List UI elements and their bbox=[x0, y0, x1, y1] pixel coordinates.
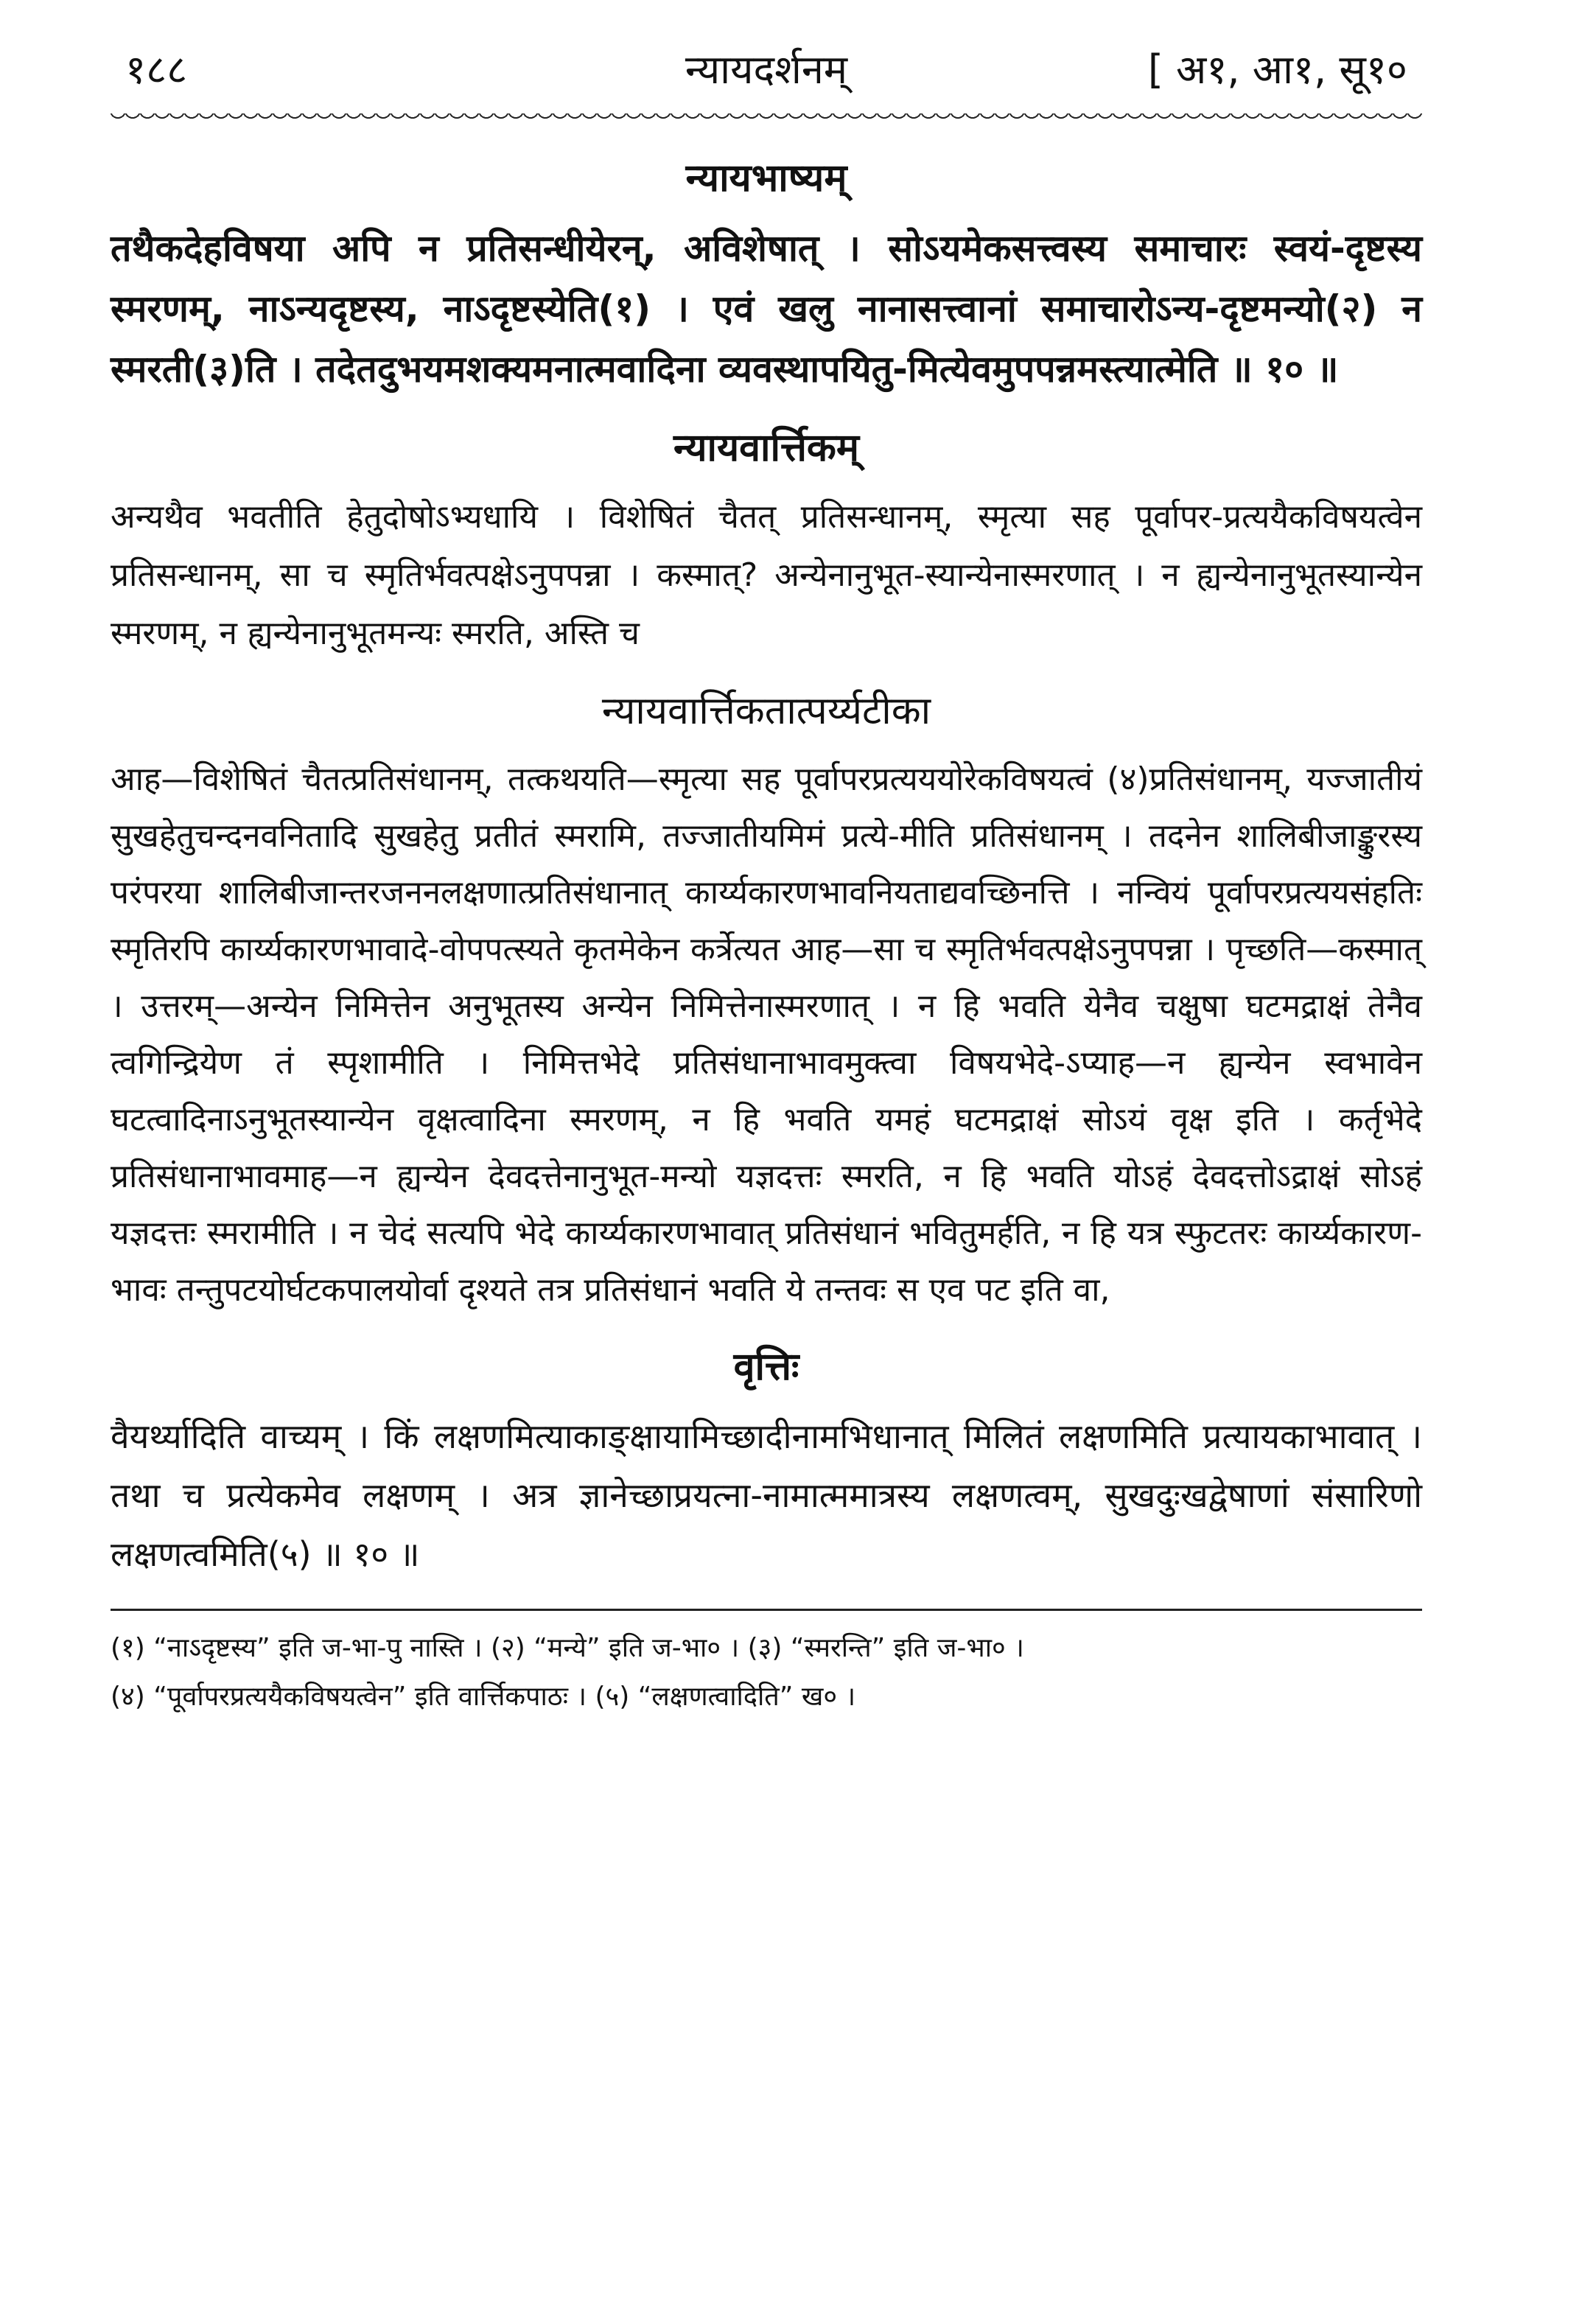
page-header bbox=[111, 29, 1422, 111]
section-heading: न्यायभाष्यम् bbox=[685, 156, 847, 200]
section-text: वैयर्थ्यादिति वाच्यम् । किं लक्षणमित्याकाङ्क्षायामिच्छादीनामभिधानात् मिलितं लक्षणमिति प्रत्यायकाभावात् । तथा च प्रत्येकमेव लक्षणम् । अत्र ज्ञानेच्छाप्रयत्ना-नामात्ममात्रस्य लक्षणत्वम्, सुखदुःखद्वेषाणां संसारिणो लक्षणत्वमिति(५) ॥ १० ॥ bbox=[111, 1416, 1422, 1574]
section-heading: न्यायवार्त्तिकम् bbox=[673, 426, 859, 470]
section-text: अन्यथैव भवतीति हेतुदोषोऽभ्यधायि । विशेषितं चैतत् प्रतिसन्धानम्, स्मृत्या सह पूर्वापर-प्रत्ययैकविषयत्वेन प्रतिसन्धानम्, सा च स्मृतिर्भवत्पक्षेऽनुपपन्ना । कस्मात्? अन्येनानुभूत-स्यान्येनास्मरणात् । न ह्यन्येनानुभूतस्यान्येन स्मरणम्, न ह्यन्येनानुभूतमन्यः स्मरति, अस्ति च bbox=[111, 498, 1422, 652]
book-page bbox=[111, 29, 1422, 2284]
section-heading: वृत्तिः bbox=[733, 1345, 799, 1389]
section-nyaya-vartika bbox=[111, 414, 1422, 662]
footnotes bbox=[111, 1624, 1422, 1721]
running-title: न्यायदर्शनम् bbox=[685, 46, 848, 93]
section-text: तथैकदेहविषया अपि न प्रतिसन्धीयेरन्, अविशेषात् । सोऽयमेकसत्त्वस्य समाचारः स्वयं-दृष्टस्य स्मरणम्, नाऽन्यदृष्टस्य, नाऽदृष्टस्येति(१) । एवं खलु नानासत्त्वानां समाचारोऽन्य-दृष्टमन्यो(२) न स्मरती(३)ति । तदेतदुभयमशक्यमनात्मवादिना व्यवस्थापयितु-मित्येवमुपपन्नमस्त्यात्मेति ॥ १० ॥ bbox=[111, 227, 1422, 391]
section-tatparya-tika bbox=[111, 677, 1422, 1318]
section-text: आह—विशेषितं चैतत्प्रतिसंधानम्, तत्कथयति—स्मृत्या सह पूर्वापरप्रत्यययोरेकविषयत्वं (४)प्रतिसंधानम्, यज्जातीयं सुखहेतुचन्दनवनितादि सुखहेतु प्रतीतं स्मरामि, तज्जातीयमिमं प्रत्ये-मीति प्रतिसंधानम् । तदनेन शालिबीजाङ्कुरस्य परंपरया शालिबीजान्तरजननलक्षणात्प्रतिसंधानात् कार्य्यकारणभावनियताद्यवच्छिनत्ति । नन्वियं पूर्वापरप्रत्ययसंहतिः स्मृतिरपि कार्य्यकारणभावादे-वोपपत्स्यते कृतमेकेन कर्त्रेत्यत आह—सा च स्मृतिर्भवत्पक्षेऽनुपपन्ना । पृच्छति—कस्मात् । उत्तरम्—अन्येन निमित्तेन अनुभूतस्य अन्येन निमित्तेनास्मरणात् । न हि भवति येनैव चक्षुषा घटमद्राक्षं तेनैव त्वगिन्द्रियेण तं स्पृशामीति । निमित्तभेदे प्रतिसंधानाभावमुक्त्वा विषयभेदे-ऽप्याह—न ह्यन्येन स्वभावेन घटत्वादिनाऽनुभूतस्यान्येन वृक्षत्वादिना स्मरणम्, न हि भवति यमहं घटमद्राक्षं सोऽयं वृक्ष इति । कर्तृभेदे प्रतिसंधानाभावमाह—न ह्यन्येन देवदत्तेनानुभूत-मन्यो यज्ञदत्तः स्मरति, न हि भवति योऽहं देवदत्तोऽद्राक्षं सोऽहं यज्ञदत्तः स्मरामीति । न चेदं सत्यपि भेदे कार्य्यकारणभावात् प्रतिसंधानं भवितुमर्हति, न हि यत्र स्फुटतरः कार्य्यकारण-भावः तन्तुपटयोर्घटकपालयोर्वा दृश्यते तत्र प्रतिसंधानं भवति ये तन्तवः स एव पट इति वा, bbox=[111, 760, 1422, 1309]
section-nyaya-bhashya bbox=[111, 144, 1422, 399]
footnote-line: (४) “पूर्वापरप्रत्ययैकविषयत्वेन” इति वार्त्तिकपाठः । (५) “लक्षणत्वादिति” ख० । bbox=[111, 1682, 856, 1712]
page-number: १८८ bbox=[125, 46, 188, 93]
section-heading: न्यायवार्त्तिकतात्पर्य्यटीका bbox=[601, 689, 931, 733]
sutra-reference: [ अ१, आ१, सू१० bbox=[1147, 46, 1407, 93]
header-divider bbox=[111, 113, 1422, 130]
section-vritti bbox=[111, 1333, 1422, 1584]
footnote-line: (१) “नाऽदृष्टस्य” इति ज-भा-पु नास्ति । (२) “मन्ये” इति ज-भा० । (३) “स्मरन्ति” इति ज-भा० । bbox=[111, 1633, 1024, 1663]
footnote-divider bbox=[111, 1609, 1422, 1611]
